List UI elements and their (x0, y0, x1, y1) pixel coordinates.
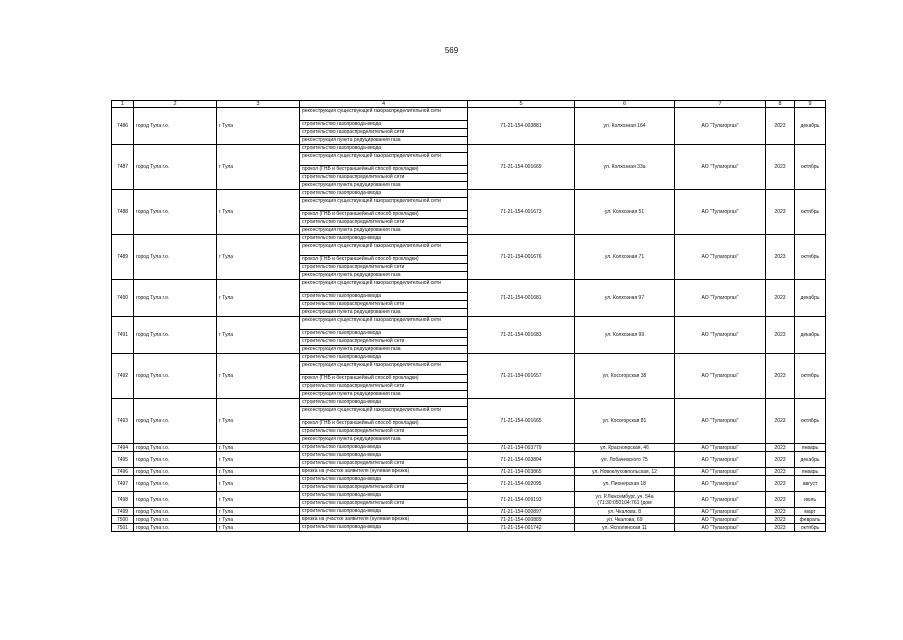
year-cell: 2023 (766, 280, 795, 317)
works-cell (300, 317, 468, 354)
work-item: строительство газопровода-ввода (300, 399, 467, 407)
table-row (112, 492, 826, 508)
organization-cell: АО "Тулагоргаз" (675, 235, 766, 280)
work-item: строительство газораспределительной сети (300, 264, 467, 272)
row-number: 7488 (112, 190, 134, 235)
settlement-cell: г Тула (217, 108, 300, 145)
address-cell: ул. Ясполянская 11 (575, 524, 675, 532)
address-cell: ул. Пионерская 18 (575, 476, 675, 492)
settlement-cell: г Тула (217, 444, 300, 452)
organization-cell: АО "Тулагоргаз" (675, 280, 766, 317)
table-row (112, 508, 826, 516)
works-cell (300, 444, 468, 452)
year-cell: 2023 (766, 108, 795, 145)
page-number: 569 (444, 46, 459, 55)
object-id-cell: 71-21-154-001683 (468, 317, 575, 354)
works-cell (300, 354, 468, 399)
month-cell: октябрь (795, 399, 826, 444)
municipality-cell: город Тула г.о. (134, 516, 217, 524)
organization-cell: АО "Тулагоргаз" (675, 508, 766, 516)
column-number: 3 (217, 101, 300, 108)
column-number: 5 (468, 101, 575, 108)
municipality-cell: город Тула г.о. (134, 354, 217, 399)
work-item: реконструкция пункта редуцирования газа (302, 309, 401, 315)
column-number: 2 (134, 101, 217, 108)
address-cell: ул. Колхозная 164 (575, 108, 675, 145)
settlement-cell: г Тула (217, 492, 300, 508)
organization-cell: АО "Тулагоргаз" (675, 452, 766, 468)
works-list (300, 354, 467, 398)
organization-cell: АО "Тулагоргаз" (675, 492, 766, 508)
works-list (300, 108, 467, 144)
address-cell: ул. Р.Люксембург, уч. 54а (71:30:050104:761 (дом (575, 492, 675, 508)
object-id-cell: 71-21-154-003865 (468, 468, 575, 476)
works-list (300, 508, 467, 515)
month-cell: январь (795, 468, 826, 476)
work-item: реконструкция существующей газораспределительной сети (300, 280, 467, 293)
row-number: 7499 (112, 508, 134, 516)
table-row (112, 476, 826, 492)
settlement-cell: г Тула (217, 524, 300, 532)
address-cell: ул. Новоклуховпольская, 12 (575, 468, 675, 476)
work-item: строительство газораспределительной сети (300, 219, 467, 227)
settlement-cell: г Тула (217, 452, 300, 468)
year-cell: 2023 (766, 354, 795, 399)
organization-cell: АО "Тулагоргаз" (675, 444, 766, 452)
works-cell (300, 452, 468, 468)
work-item: реконструкция существующей газораспределительной сети (300, 243, 467, 256)
month-cell: декабрь (795, 108, 826, 145)
work-item: строительство газопровода-ввода (300, 476, 467, 484)
work-item: реконструкция существующей газораспределительной сети (300, 153, 467, 166)
settlement-cell: г Тула (217, 190, 300, 235)
address-cell: ул. Чкалова, 69 (575, 516, 675, 524)
work-item: строительство газопровода-ввода (300, 452, 467, 460)
month-cell: февраль (795, 516, 826, 524)
work-item: строительство газораспределительной сети (300, 174, 467, 182)
object-id-cell: 71-21-154-009193 (468, 492, 575, 508)
works-cell (300, 235, 468, 280)
works-list (300, 399, 467, 443)
work-item: строительство газораспределительной сети (300, 428, 467, 436)
object-id-cell: 71-21-154-001665 (468, 399, 575, 444)
works-list (300, 516, 467, 523)
column-number: 6 (575, 101, 675, 108)
month-cell: январь (795, 444, 826, 452)
work-item: прокол (ГНБ и бестраншейный способ прокладки) (300, 256, 467, 264)
object-id-cell: 71-21-154-001657 (468, 354, 575, 399)
object-id-cell: 71-21-154-003804 (468, 452, 575, 468)
municipality-cell: город Тула г.о. (134, 399, 217, 444)
work-item: строительство газораспределительной сети (300, 383, 467, 391)
table-row (112, 280, 826, 317)
column-number: 9 (795, 101, 826, 108)
object-id-cell: 71-21-154-000889 (468, 516, 575, 524)
work-item: строительство газопровода-ввода (300, 145, 467, 153)
address-cell: ул. Косогорская 81 (575, 399, 675, 444)
object-id-cell: 71-21-154-003779 (468, 444, 575, 452)
settlement-cell: г Тула (217, 354, 300, 399)
organization-cell: АО "Тулагоргаз" (675, 108, 766, 145)
municipality-cell: город Тула г.о. (134, 444, 217, 452)
works-list (300, 492, 467, 507)
year-cell: 2023 (766, 508, 795, 516)
address-cell: ул. Колхозная 97 (575, 280, 675, 317)
works-list (300, 476, 467, 491)
works-cell (300, 476, 468, 492)
row-number: 7498 (112, 492, 134, 508)
organization-cell: АО "Тулагоргаз" (675, 190, 766, 235)
settlement-cell: г Тула (217, 280, 300, 317)
work-item: прокол (ГНБ и бестраншейный способ прокладки) (300, 420, 467, 428)
year-cell: 2023 (766, 516, 795, 524)
row-number: 7489 (112, 235, 134, 280)
object-id-cell: 71-21-154-000897 (468, 508, 575, 516)
organization-cell: АО "Тулагоргаз" (675, 354, 766, 399)
row-number: 7493 (112, 399, 134, 444)
address-cell: ул. Колхозная 33а (575, 145, 675, 190)
table-row (112, 468, 826, 476)
municipality-cell: город Тула г.о. (134, 190, 217, 235)
year-cell: 2023 (766, 452, 795, 468)
year-cell: 2023 (766, 145, 795, 190)
column-number: 1 (112, 101, 134, 108)
month-cell: декабрь (795, 280, 826, 317)
work-item: строительство газораспределительной сети (300, 129, 467, 137)
works-cell (300, 508, 468, 516)
year-cell: 2023 (766, 235, 795, 280)
work-item: строительство газораспределительной сети (302, 484, 405, 490)
settlement-cell: г Тула (217, 317, 300, 354)
work-item: строительство газопровода-ввода (300, 330, 467, 338)
column-number-row (112, 101, 826, 108)
object-id-cell: 71-21-154-001669 (468, 145, 575, 190)
month-cell: декабрь (795, 317, 826, 354)
work-item: строительство газопровода-ввода (300, 492, 467, 500)
table-row (112, 452, 826, 468)
work-item: строительство газопровода-ввода (302, 524, 382, 530)
address-cell: ул. Колхозная 71 (575, 235, 675, 280)
settlement-cell: г Тула (217, 508, 300, 516)
work-item: реконструкция существующей газораспределительной сети (300, 317, 467, 330)
year-cell: 2023 (766, 444, 795, 452)
municipality-cell: город Тула г.о. (134, 235, 217, 280)
object-id-cell: 71-21-154-001673 (468, 190, 575, 235)
work-item: реконструкция пункта редуцирования газа (302, 346, 401, 352)
row-number: 7497 (112, 476, 134, 492)
organization-cell: АО "Тулагоргаз" (675, 468, 766, 476)
table-row (112, 145, 826, 190)
row-number: 7500 (112, 516, 134, 524)
works-cell (300, 108, 468, 145)
settlement-cell: г Тула (217, 516, 300, 524)
municipality-cell: город Тула г.о. (134, 476, 217, 492)
table-row (112, 516, 826, 524)
year-cell: 2023 (766, 399, 795, 444)
work-item: прокол (ГНБ и бестраншейный способ прокладки) (300, 211, 467, 219)
month-cell: октябрь (795, 190, 826, 235)
settlement-cell: г Тула (217, 476, 300, 492)
work-item: реконструкция существующей газораспределительной сети (300, 362, 467, 375)
column-number: 8 (766, 101, 795, 108)
month-cell: октябрь (795, 235, 826, 280)
works-list (300, 452, 467, 467)
object-id-cell: 71-21-154-001681 (468, 280, 575, 317)
work-item: реконструкция пункта редуцирования газа (302, 227, 401, 233)
works-list (300, 280, 467, 316)
work-item: строительство газопровода-ввода (302, 444, 382, 450)
work-item: строительство газораспределительной сети (300, 301, 467, 309)
works-list (300, 468, 467, 475)
municipality-cell: город Тула г.о. (134, 508, 217, 516)
table-row (112, 444, 826, 452)
year-cell: 2023 (766, 468, 795, 476)
settlement-cell: г Тула (217, 468, 300, 476)
object-id-cell: 71-21-154-003881 (468, 108, 575, 145)
year-cell: 2023 (766, 190, 795, 235)
row-number: 7490 (112, 280, 134, 317)
work-item: реконструкция существующей газораспределительной сети (300, 198, 467, 211)
work-item: реконструкция пункта редуцирования газа (302, 272, 401, 278)
table-row (112, 190, 826, 235)
row-number: 7491 (112, 317, 134, 354)
work-item: прокол (ГНБ и бестраншейный способ прокладки) (300, 375, 467, 383)
work-item: реконструкция пункта редуцирования газа (302, 391, 401, 397)
work-item: реконструкция пункта редуцирования газа (302, 436, 401, 442)
organization-cell: АО "Тулагоргаз" (675, 317, 766, 354)
object-id-cell: 71-21-154-001676 (468, 235, 575, 280)
work-item: строительство газопровода-ввода (300, 121, 467, 129)
organization-cell: АО "Тулагоргаз" (675, 145, 766, 190)
settlement-cell: г Тула (217, 235, 300, 280)
settlement-cell: г Тула (217, 399, 300, 444)
works-list (300, 524, 467, 531)
work-item: строительство газопровода-ввода (300, 235, 467, 243)
month-cell: октябрь (795, 524, 826, 532)
address-cell: ул. Красноярская, 46 (575, 444, 675, 452)
row-number: 7496 (112, 468, 134, 476)
month-cell: август (795, 476, 826, 492)
works-list (300, 190, 467, 234)
column-number: 7 (675, 101, 766, 108)
year-cell: 2023 (766, 524, 795, 532)
gasification-table (111, 100, 826, 532)
row-number: 7486 (112, 108, 134, 145)
month-cell: октябрь (795, 354, 826, 399)
works-list (300, 444, 467, 451)
municipality-cell: город Тула г.о. (134, 452, 217, 468)
municipality-cell: город Тула г.о. (134, 145, 217, 190)
work-item: реконструкция пункта редуцирования газа (302, 137, 401, 143)
address-cell: ул. Лобачевского 75 (575, 452, 675, 468)
organization-cell: АО "Тулагоргаз" (675, 399, 766, 444)
address-cell: ул. Чкалова, 8 (575, 508, 675, 516)
works-list (300, 317, 467, 353)
municipality-cell: город Тула г.о. (134, 108, 217, 145)
month-cell: июль (795, 492, 826, 508)
municipality-cell: город Тула г.о. (134, 468, 217, 476)
table-row (112, 524, 826, 532)
object-id-cell: 71-21-154-001742 (468, 524, 575, 532)
table-row (112, 317, 826, 354)
municipality-cell: город Тула г.о. (134, 492, 217, 508)
address-cell: ул. Косогорская 38 (575, 354, 675, 399)
work-item: строительство газопровода-ввода (302, 508, 382, 514)
municipality-cell: город Тула г.о. (134, 317, 217, 354)
organization-cell: АО "Тулагоргаз" (675, 524, 766, 532)
municipality-cell: город Тула г.о. (134, 280, 217, 317)
year-cell: 2023 (766, 476, 795, 492)
row-number: 7487 (112, 145, 134, 190)
address-cell: ул. Колхозная 99 (575, 317, 675, 354)
works-cell (300, 516, 468, 524)
work-item: строительство газораспределительной сети (302, 500, 405, 506)
works-cell (300, 145, 468, 190)
column-number: 4 (300, 101, 468, 108)
work-item: строительство газораспределительной сети (302, 460, 405, 466)
work-item: прокол (ГНБ и бестраншейный способ прокладки) (300, 166, 467, 174)
work-item: строительство газопровода-ввода (300, 190, 467, 198)
month-cell: декабрь (795, 452, 826, 468)
work-item: реконструкция пункта редуцирования газа (302, 182, 401, 188)
work-item: врезка на участке заявителя (нулевая врезка) (302, 468, 410, 474)
address-cell: ул. Колхозная 51 (575, 190, 675, 235)
works-cell (300, 280, 468, 317)
row-number: 7494 (112, 444, 134, 452)
works-cell (300, 468, 468, 476)
year-cell: 2023 (766, 492, 795, 508)
settlement-cell: г Тула (217, 145, 300, 190)
table-row (112, 399, 826, 444)
works-cell (300, 190, 468, 235)
work-item: строительство газопровода-ввода (300, 293, 467, 301)
row-number: 7501 (112, 524, 134, 532)
works-list (300, 145, 467, 189)
works-cell (300, 492, 468, 508)
work-item: реконструкция существующей газораспределительной сети (300, 108, 467, 121)
work-item: врезка на участке заявителя (нулевая врезка) (302, 516, 410, 522)
municipality-cell: город Тула г.о. (134, 524, 217, 532)
work-item: строительство газораспределительной сети (300, 338, 467, 346)
year-cell: 2023 (766, 317, 795, 354)
object-id-cell: 71-21-154-002095 (468, 476, 575, 492)
organization-cell: АО "Тулагоргаз" (675, 516, 766, 524)
row-number: 7495 (112, 452, 134, 468)
works-list (300, 235, 467, 279)
table-row (112, 108, 826, 145)
work-item: реконструкция существующей газораспределительной сети (300, 407, 467, 420)
works-cell (300, 399, 468, 444)
month-cell: октябрь (795, 145, 826, 190)
month-cell: март (795, 508, 826, 516)
organization-cell: АО "Тулагоргаз" (675, 476, 766, 492)
table-row (112, 354, 826, 399)
row-number: 7492 (112, 354, 134, 399)
works-cell (300, 524, 468, 532)
table-row (112, 235, 826, 280)
work-item: строительство газопровода-ввода (300, 354, 467, 362)
